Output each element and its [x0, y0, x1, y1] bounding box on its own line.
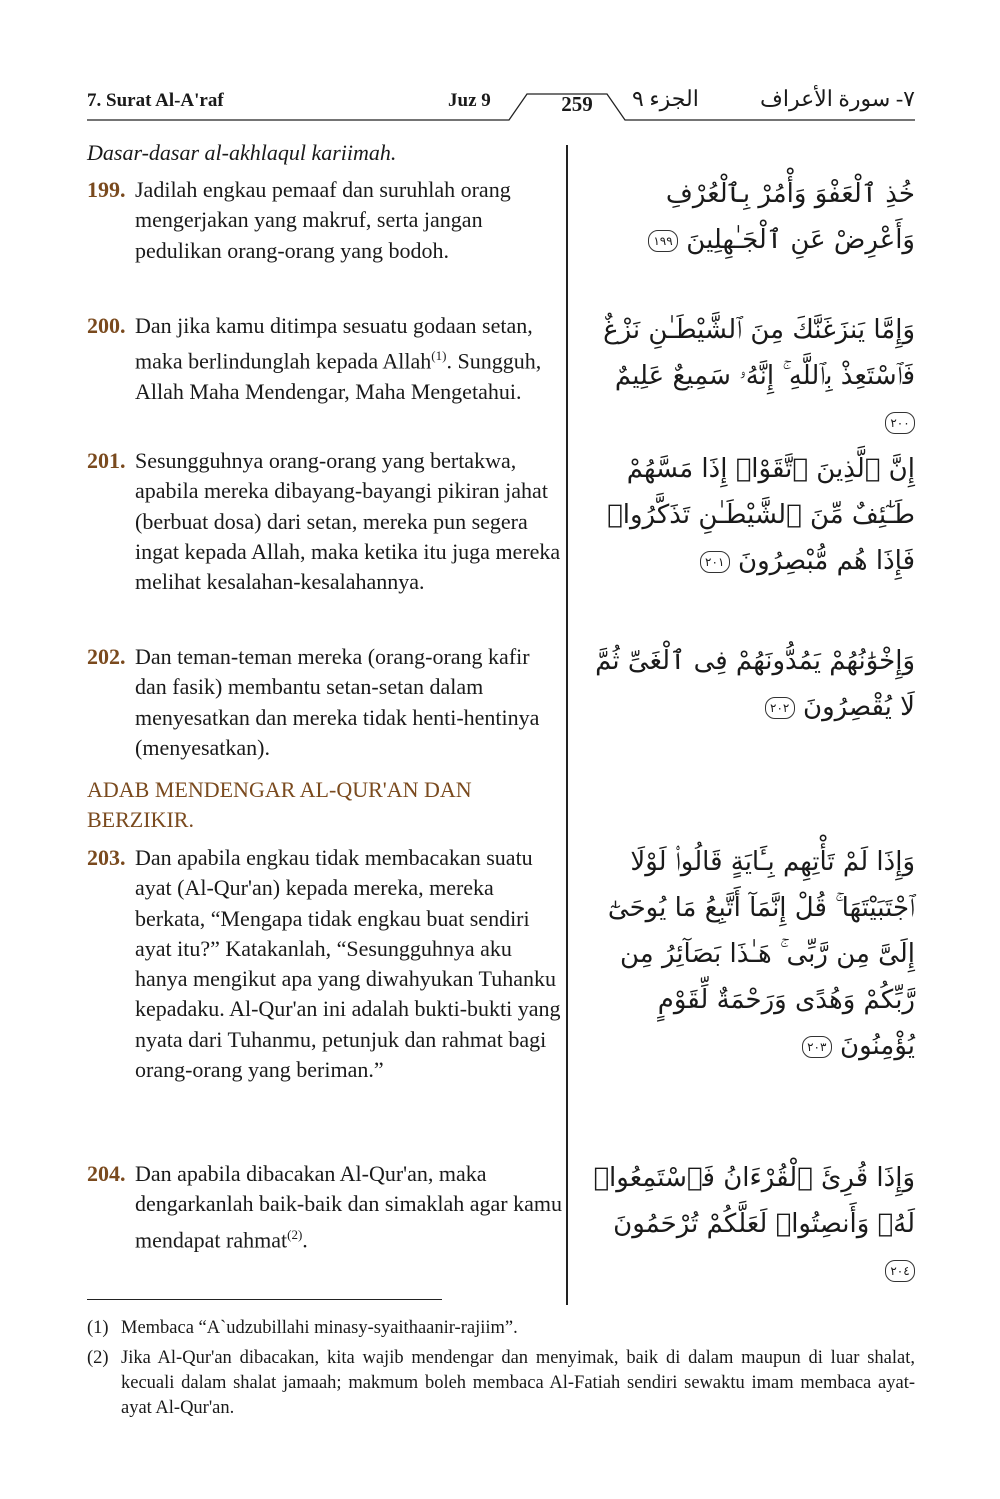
verse-text — [135, 311, 562, 407]
ayah-number-marker: ٢٠١ — [700, 551, 730, 573]
column-divider — [566, 145, 568, 1305]
section-heading: ADAB MENDENGAR AL-QUR'AN DAN BERZIKIR. — [87, 777, 472, 832]
ayah-number-marker: ٢٠٣ — [802, 1036, 832, 1058]
verse-text: Dan apabila engkau tidak membacakan suatu ayat (Al-Qur'an) kepada mereka, mereka berkata, “Mengapa tidak engkau buat sendiri ayat itu?” Katakanlah, “Sesungguhnya aku hanya mengikut apa yang diwahyukan Tuhanku kepadaku. Al-Qur'an ini adalah bukti-bukti yang nyata dari Tuhanmu, petunjuk dan rahmat bagi orang-orang yang beriman.” — [135, 845, 561, 1083]
footnote-rule — [87, 1299, 442, 1300]
ayah-number-marker: ٢٠٢ — [765, 697, 795, 719]
juz-label-latin: Juz 9 — [448, 90, 491, 111]
footnote-number: (1) — [87, 1318, 109, 1338]
verse-translation — [87, 311, 562, 407]
footnote-text: Jika Al-Qur'an dibacakan, kita wajib mendengar dan menyimak, baik di dalam maupun di luar shalat, kecuali dalam shalat jamaah; makmum boleh membaca Al-Fatiah sendiri sewaktu imam membaca ayat-ayat Al-Qur'an. — [121, 1348, 915, 1418]
arabic-verse: وَإِذَا لَمْ تَأْتِهِم بِـَٔايَةٍ قَالُوا۟ لَوْلَا ٱجْتَبَيْتَهَا ۚ قُلْ إِنَّمَآ أَتَّبِعُ مَا يُوحَىٰٓ إِلَىَّ مِن رَّبِّى ۚ هَـٰذَا بَصَآئِرُ مِن رَّبِّكُمْ وَهُدًى وَرَحْمَةٌ لِّقَوْمٍ يُؤْمِنُونَ — [607, 847, 915, 1061]
ayah-number-marker: ١٩٩ — [648, 230, 678, 252]
verse-text — [135, 1159, 562, 1255]
verse-number: 200. — [87, 313, 126, 338]
footnote-number: (2) — [87, 1348, 109, 1368]
arabic-verse: خُذِ ٱلْعَفْوَ وَأْمُرْ بِٱلْعُرْفِ وَأَعْرِضْ عَنِ ٱلْجَـٰهِلِينَ — [665, 179, 915, 255]
arabic-verse: إِنَّ ٱلَّذِينَ ٱتَّقَوْا۟ إِذَا مَسَّهُمْ طَـٰٓئِفٌ مِّنَ ٱلشَّيْطَـٰنِ تَذَكَّرُوا۟ فَإِذَا هُم مُّبْصِرُونَ — [607, 454, 915, 576]
page-number: 259 — [561, 92, 593, 116]
verse-number: 202. — [87, 644, 126, 669]
footnote-text: Membaca “A`udzubillahi minasy-syaithaanir-rajiim”. — [121, 1318, 518, 1338]
page-header — [87, 86, 915, 122]
arabic-text — [580, 1155, 915, 1293]
verse-text-part: Dan jika kamu ditimpa sesuatu godaan setan, maka berlindunglah kepada Allah — [135, 313, 533, 374]
verse-number: 204. — [87, 1161, 126, 1186]
arabic-text — [580, 839, 915, 1069]
verse-number: 199. — [87, 177, 126, 202]
ayah-number-marker: ٢٠٠ — [885, 412, 915, 434]
arabic-verse: وَإِذَا قُرِئَ ٱلْقُرْءَانُ فَٱسْتَمِعُوا۟ لَهُۥ وَأَنصِتُوا۟ لَعَلَّكُمْ تُرْحَمُونَ — [593, 1163, 915, 1239]
arabic-text — [580, 638, 915, 730]
surah-name-latin: 7. Surat Al-A'raf — [87, 90, 224, 111]
footnote-1 — [87, 1316, 915, 1341]
arabic-verse: وَإِخْوَٰنُهُمْ يَمُدُّونَهُمْ فِى ٱلْغَىِّ ثُمَّ لَا يُقْصِرُونَ — [595, 646, 915, 722]
verse-number: 203. — [87, 845, 126, 870]
verse-text-part: . Sungguh, Allah Maha Mendengar, Maha Mengetahui. — [135, 348, 542, 404]
arabic-text — [580, 446, 915, 584]
ayah-number-marker: ٢٠٤ — [885, 1260, 915, 1282]
verse-translation — [87, 843, 562, 1085]
arabic-text — [580, 171, 915, 263]
verse-translation — [87, 446, 562, 597]
verse-text: Sesungguhnya orang-orang yang bertakwa, apabila mereka dibayang-bayangi pikiran jahat (berbuat dosa) dari setan, mereka pun segera ingat kepada Allah, maka ketika itu juga mereka melihat kesalahan-kesalahannya. — [135, 448, 561, 595]
verse-number: 201. — [87, 448, 126, 473]
verse-text-part: . — [302, 1226, 308, 1252]
surah-name-arabic: ٧- سورة الأعراف — [760, 86, 915, 111]
verse-text: Dan teman-teman mereka (orang-orang kafir dan fasik) membantu setan-setan dalam menyesatkan dan mereka tidak henti-hentinya (menyesatkan). — [135, 644, 540, 760]
arabic-verse: وَإِمَّا يَنزَغَنَّكَ مِنَ ٱلشَّيْطَـٰنِ نَزْغٌ فَٱسْتَعِذْ بِٱللَّهِ ۚ إِنَّهُۥ سَمِيعٌ عَلِيمٌ — [603, 315, 915, 391]
footnote-ref: (1) — [431, 348, 447, 364]
footnote-2 — [87, 1346, 915, 1421]
footnote-ref: (2) — [287, 1226, 303, 1242]
verse-text-part: Dan apabila dibacakan Al-Qur'an, maka dengarkanlah baik-baik dan simaklah agar kamu mendapat rahmat — [135, 1161, 563, 1252]
verse-translation — [87, 642, 562, 763]
verse-translation — [87, 175, 562, 266]
intro-line: Dasar-dasar al-akhlaqul kariimah. — [87, 140, 397, 165]
verse-translation — [87, 1159, 562, 1255]
verse-text: Jadilah engkau pemaaf dan suruhlah orang mengerjakan yang makruf, serta jangan pedulikan orang-orang yang bodoh. — [135, 177, 511, 263]
juz-label-arabic: الجزء ٩ — [632, 86, 699, 111]
arabic-text — [580, 307, 915, 445]
